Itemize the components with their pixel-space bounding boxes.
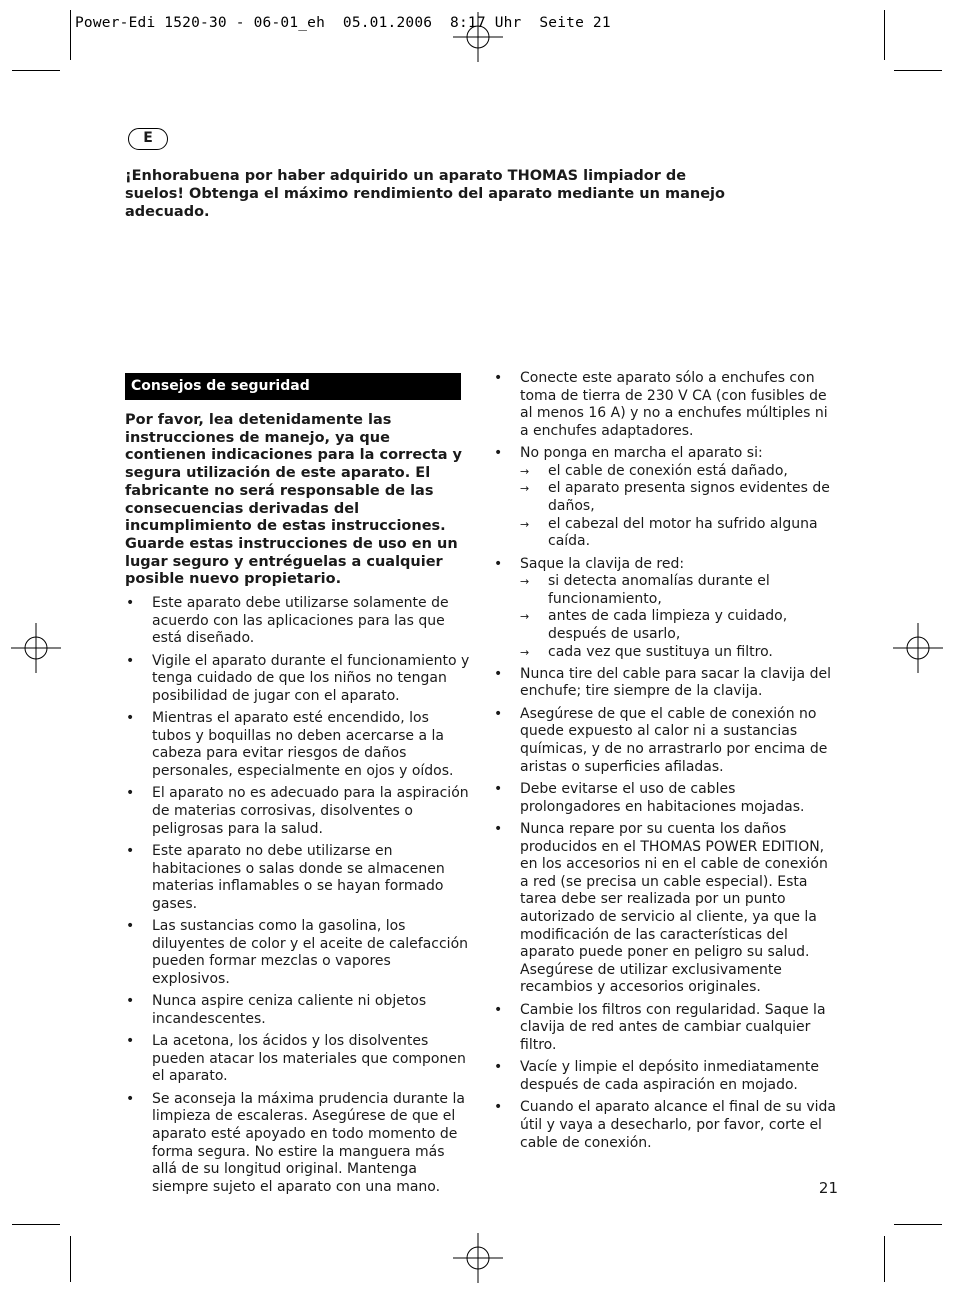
- intro-text: ¡Enhorabuena por haber adquirido un aparato THOMAS limpiador de suelos! Obtenga el máximo rendimiento del aparato mediante un manejo adecuado.: [125, 168, 725, 220]
- list-item-text: Debe evitarse el uso de cables prolongadores en habitaciones mojadas.: [520, 781, 805, 815]
- list-item-text: Cuando el aparato alcance el final de su vida útil y vaya a desecharlo, por favor, corte el cable de conexión.: [520, 1099, 836, 1151]
- list-item-text: No ponga en marcha el aparato si:: [520, 445, 763, 462]
- list-item: [493, 821, 838, 997]
- sub-list-item: → el cabezal del motor ha sufrido alguna caída.: [520, 516, 838, 551]
- list-item: [125, 993, 470, 1028]
- crop-mark: [894, 70, 942, 71]
- list-item-text: Asegúrese de que el cable de conexión no quede expuesto al calor ni a sustancias químicas, y de no arrastrarlo por encima de aristas o superficies afiladas.: [520, 705, 828, 775]
- list-item-text: La acetona, los ácidos y los disolventes pueden atacar los materiales que componen el aparato.: [152, 1033, 466, 1085]
- list-item-text: El aparato no es adecuado para la aspiración de materias corrosivas, disolventes o peligrosas para la salud.: [152, 785, 469, 837]
- list-item: [493, 1002, 838, 1055]
- crop-mark: [12, 70, 60, 71]
- list-item: [493, 556, 838, 662]
- list-item-text: Las sustancias como la gasolina, los diluyentes de color y el aceite de calefacción pueden formar mezclas o vapores explosivos.: [152, 918, 469, 987]
- list-item: [493, 370, 838, 440]
- crop-mark: [70, 1236, 71, 1282]
- sub-list: [520, 573, 838, 661]
- list-item: [125, 595, 470, 648]
- list-item: [493, 1099, 838, 1152]
- list-item-text: Saque la clavija de red:: [520, 555, 685, 572]
- safety-list-right: [493, 370, 838, 1152]
- sub-list-item: → si detecta anomalías durante el funcionamiento,: [520, 573, 838, 608]
- sub-list-item: → cada vez que sustituya un filtro.: [520, 644, 838, 662]
- list-item: [493, 1059, 838, 1094]
- crop-mark: [70, 10, 71, 60]
- list-item-text: Conecte este aparato sólo a enchufes con toma de tierra de 230 V CA (con fusibles de al menos 16 A) y no a enchufes múltiples ni a enchufes adaptadores.: [520, 370, 828, 439]
- registration-mark-icon: [893, 623, 943, 673]
- list-item-text: Vacíe y limpie el depósito inmediatamente después de cada aspiración en mojado.: [520, 1059, 819, 1093]
- list-item: [125, 918, 470, 988]
- sub-list: [520, 463, 838, 551]
- list-item-text: Este aparato debe utilizarse solamente de acuerdo con las aplicaciones para las que está diseñado.: [152, 595, 449, 647]
- list-item: [493, 666, 838, 701]
- registration-mark-icon: [11, 623, 61, 673]
- list-item: [493, 706, 838, 776]
- list-item-text: Se aconseja la máxima prudencia durante la limpieza de escaleras. Asegúrese de que el aparato esté apoyado en todo momento de forma segura. No estire la manguera más allá de su longitud original. Mantenga siempre sujeto el aparato con una mano.: [152, 1090, 465, 1195]
- list-item-text: Este aparato no debe utilizarse en habitaciones o salas donde se almacenen materias inflamables o se hayan formado gases.: [152, 842, 445, 912]
- sub-list-item: → el aparato presenta signos evidentes de daños,: [520, 480, 838, 515]
- section-title: Consejos de seguridad: [125, 373, 461, 400]
- left-column: [125, 595, 470, 1201]
- list-item-text: Nunca aspire ceniza caliente ni objetos incandescentes.: [152, 993, 427, 1027]
- list-item: [125, 653, 470, 706]
- crop-mark: [894, 1224, 942, 1225]
- list-item: [125, 785, 470, 838]
- list-item-text: Vigile el aparato durante el funcionamiento y tenga cuidado de que los niños no tengan posibilidad de jugar con el aparato.: [152, 652, 470, 704]
- print-header: Power-Edi 1520-30 - 06-01_eh 05.01.2006 8:17 Uhr Seite 21: [75, 15, 611, 31]
- list-item: [493, 445, 838, 551]
- sub-list-item: → antes de cada limpieza y cuidado, después de usarlo,: [520, 608, 838, 643]
- sub-list-item: → el cable de conexión está dañado,: [520, 463, 838, 481]
- list-item-text: Mientras el aparato esté encendido, los tubos y boquillas no deben acercarse a la cabeza para evitar riesgos de daños personales, especialmente en ojos y oídos.: [152, 710, 454, 779]
- crop-mark: [884, 1236, 885, 1282]
- registration-mark-icon: [453, 1233, 503, 1283]
- list-item: [493, 781, 838, 816]
- warning-text: Por favor, lea detenidamente las instrucciones de manejo, ya que contienen indicaciones para la correcta y segura utilización de este aparato. El fabricante no será responsable de las consecuencias derivadas del incumplimiento de estas instrucciones. Guarde estas instrucciones de uso en un lugar seguro y entréguelas a cualquier posible nuevo propietario.: [125, 412, 462, 588]
- list-item: [125, 710, 470, 780]
- language-badge: E: [128, 128, 168, 150]
- list-item-text: Cambie los filtros con regularidad. Saque la clavija de red antes de cambiar cualquier filtro.: [520, 1001, 826, 1053]
- page-number: 21: [818, 1179, 838, 1197]
- right-column: [493, 370, 838, 1157]
- list-item-text: Nunca tire del cable para sacar la clavija del enchufe; tire siempre de la clavija.: [520, 665, 831, 700]
- list-item-text: Nunca repare por su cuenta los daños producidos en el THOMAS POWER EDITION, en los accesorios ni en el cable de conexión a red (se precisa un cable especial). Esta tarea debe ser realizada por un punto autorizado de servicio al cliente, ya que la modificación de las características del aparato puede poner en peligro su salud. Asegúrese de utilizar exclusivamente recambios y accesorios originales.: [520, 821, 828, 996]
- safety-list-left: [125, 595, 470, 1196]
- list-item: [125, 1033, 470, 1086]
- list-item: [125, 843, 470, 913]
- crop-mark: [12, 1224, 60, 1225]
- crop-mark: [884, 10, 885, 60]
- list-item: [125, 1091, 470, 1197]
